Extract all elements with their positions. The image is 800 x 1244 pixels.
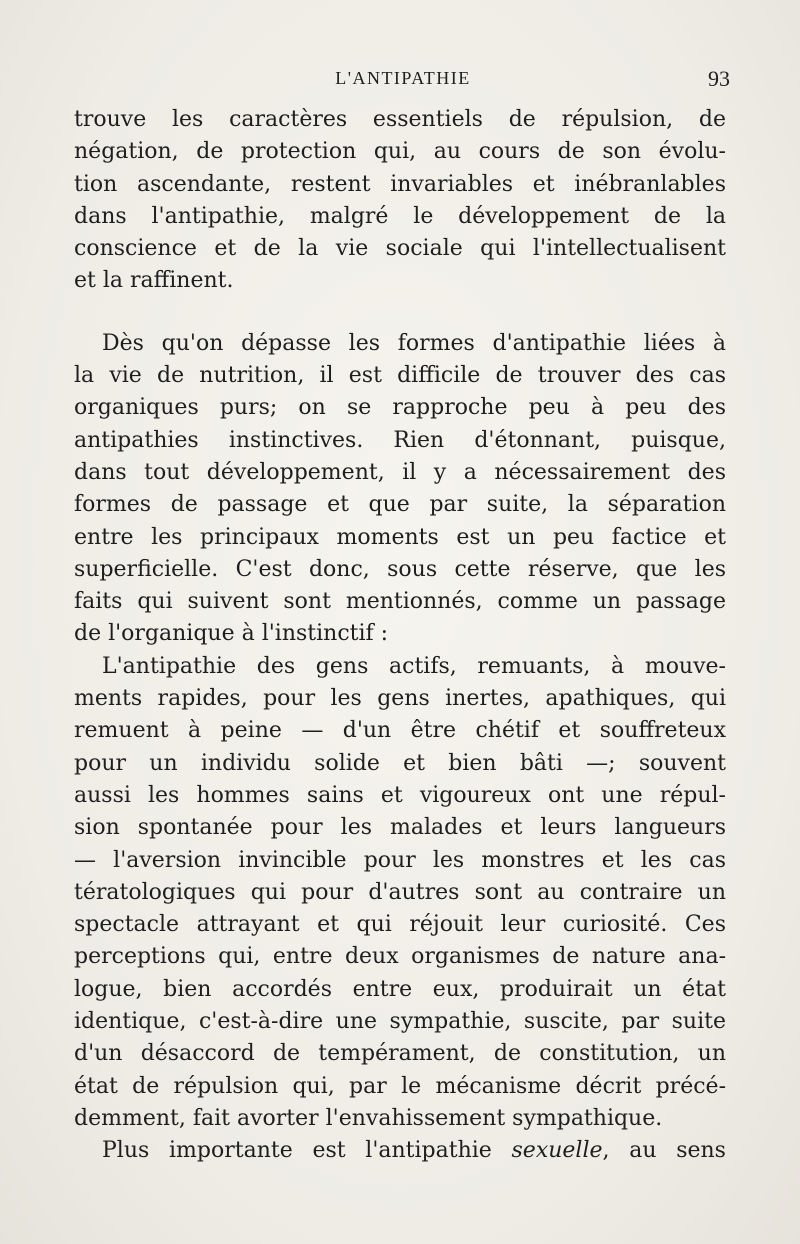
text-line: tion ascendante, restent invariables et inébranlables [74, 171, 726, 197]
text-line: d'un désaccord de tempérament, de constitution, un [74, 1041, 726, 1067]
text-line: L'antipathie des gens actifs, remuants, à mouve- [102, 653, 726, 679]
text-line: — l'aversion invincible pour les monstres et les cas [74, 847, 726, 873]
text-line: conscience et de la vie sociale qui l'intellectualisent [74, 236, 726, 262]
text-line: organiques purs; on se rapproche peu à peu des [74, 395, 726, 421]
text-line: état de répulsion qui, par le mécanisme décrit précé- [74, 1073, 726, 1099]
text-line: tératologiques qui pour d'autres sont au contraire un [74, 879, 726, 905]
text-line: formes de passage et que par suite, la séparation [74, 492, 726, 518]
text-line: Dès qu'on dépasse les formes d'antipathie liées à [102, 330, 726, 356]
text-line: entre les principaux moments est un peu factice et [74, 524, 726, 550]
italic-term: sexuelle [511, 1138, 603, 1164]
text-line: faits qui suivent sont mentionnés, comme un passage [74, 589, 726, 615]
text-run: Plus importante est l'antipathie [102, 1138, 512, 1164]
running-head [76, 62, 730, 96]
text-line: ments rapides, pour les gens inertes, apathiques, qui [74, 686, 726, 712]
text-line: superficielle. C'est donc, sous cette réserve, que les [74, 556, 726, 582]
text-line: antipathies instinctives. Rien d'étonnant, puisque, [74, 427, 726, 453]
paragraph-1 [74, 104, 726, 298]
text-line: dans l'antipathie, malgré le développement de la [74, 203, 726, 229]
paragraph-gap [74, 298, 726, 328]
text-run: , au sens [602, 1138, 726, 1164]
paragraph-2 [74, 328, 726, 651]
paragraph-4 [74, 1135, 726, 1167]
text-line: spectacle attrayant et qui réjouit leur curiosité. Ces [74, 912, 726, 938]
text-line: trouve les caractères essentiels de répulsion, de [74, 107, 726, 132]
text-line: aussi les hommes sains et vigoureux ont une répul- [74, 782, 726, 808]
text-line: logue, bien accordés entre eux, produirait un état [74, 976, 726, 1002]
text-line: pour un individu solide et bien bâti —; souvent [74, 750, 726, 776]
text-line: et la raffinent. [74, 268, 234, 294]
text-line: la vie de nutrition, il est difficile de trouver des cas [74, 363, 726, 389]
text-line: remuent à peine — d'un être chétif et souffreteux [74, 718, 726, 744]
text-line: perceptions qui, entre deux organismes de nature ana- [74, 944, 726, 970]
text-line: identique, c'est-à-dire une sympathie, suscite, par suite [74, 1009, 726, 1035]
text-line [74, 1135, 726, 1167]
text-line: dans tout développement, il y a nécessairement des [74, 459, 726, 485]
text-line: demment, fait avorter l'envahissement sympathique. [74, 1105, 663, 1131]
body-text [74, 104, 726, 1168]
text-line: négation, de protection qui, au cours de son évolu- [74, 139, 726, 165]
running-title: L'ANTIPATHIE [335, 68, 471, 88]
paragraph-3 [74, 651, 726, 1135]
page-number: 93 [708, 66, 730, 91]
text-line: de l'organique à l'instinctif : [74, 621, 389, 647]
text-line: sion spontanée pour les malades et leurs langueurs [74, 815, 726, 841]
